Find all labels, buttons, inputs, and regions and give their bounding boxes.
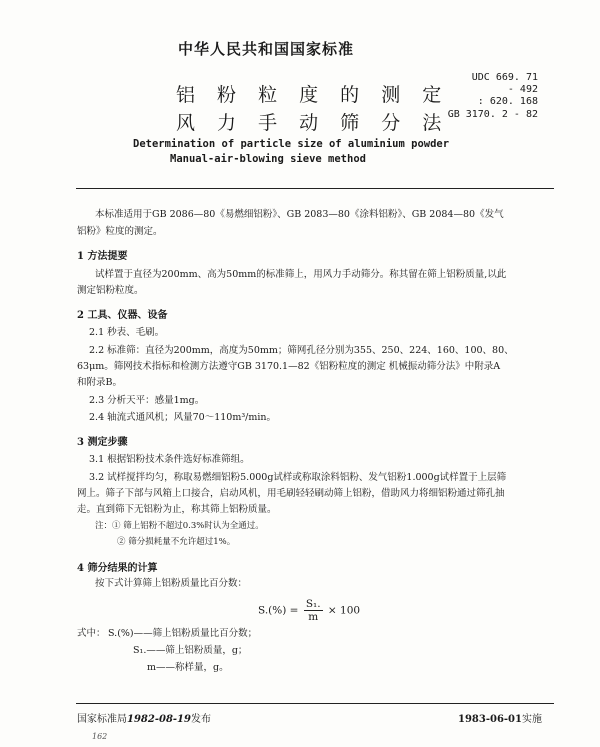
item-3-1: 3.1 根据铝粉技术条件选好标准筛组。 [89, 454, 250, 465]
footer-issuer: 国家标准局 [77, 714, 127, 725]
footer-issued-label: 发布 [190, 714, 211, 725]
udc-line-2: - 492 [507, 84, 538, 95]
item-2-1: 2.1 秒表、毛刷。 [89, 327, 165, 338]
definition-2: S₁.——筛上铝粉质量，g； [133, 645, 248, 656]
page-number: 162 [92, 732, 108, 741]
item-3-2-line-2: 网上。筛子下部与风箱上口接合，启动风机，用毛刷轻轻刷动筛上铝粉，借助风力将细铝粉通过筛孔抽 [77, 488, 505, 499]
formula [258, 598, 360, 623]
note-2: ② 筛分损耗量不允许超过1%。 [117, 537, 236, 547]
item-3-2-line-1: 3.2 试样搅拌均匀，称取易燃细铝粉5.000g试样或称取涂料铝粉、发气铝粉1.000g试样置于上层筛 [89, 472, 507, 483]
section-1-line-1: 试样置于直径为200mm、高为50mm的标准筛上，用风力手动筛分。称其留在筛上铝粉质量,以此 [95, 269, 507, 280]
item-2-2-line-2: 63μm。筛网技术指标和检测方法遵守GB 3170.1—82《铝粉粒度的测定 机械振动筛分法》中附录A [77, 361, 501, 372]
udc-line-3: : 620. 168 [477, 96, 538, 107]
where-prefix: 式中： [77, 628, 106, 639]
title-en-line-2: Manual-air-blowing sieve method [170, 153, 366, 165]
intro-line-2: 铝粉》粒度的测定。 [77, 226, 163, 237]
item-2-4: 2.4 轴流式通风机；风量70～110m³/min。 [89, 412, 277, 423]
footer-effective-date: 1983-06-01 [458, 714, 522, 725]
formula-numerator: S₁. [305, 598, 321, 610]
item-2-2-line-3: 和附录B。 [77, 377, 122, 388]
udc-line-1: UDC 669. 71 [471, 72, 538, 83]
item-2-3: 2.3 分析天平：感量1mg。 [89, 395, 205, 406]
definition-3: m——称样量，g。 [147, 662, 229, 673]
section-3-heading: 3 测定步骤 [77, 437, 128, 448]
formula-rhs: × 100 [327, 604, 361, 617]
footer-issue-date: 1982-08-19 [127, 714, 191, 725]
section-1-line-2: 测定铝粉粒度。 [77, 285, 144, 296]
section-4-line-1: 按下式计算筛上铝粉质量比百分数： [95, 578, 248, 589]
title-en-line-1: Determination of particle size of aluminium powder [133, 138, 450, 150]
national-standard-header: 中华人民共和国国家标准 [178, 40, 355, 58]
item-3-2-line-3: 走。直到筛下无铝粉为止，称其筛上铝粉质量。 [77, 504, 277, 515]
section-1-heading: 1 方法提要 [77, 251, 128, 262]
top-divider [76, 188, 554, 189]
bottom-divider [76, 703, 554, 704]
intro-line-1: 本标准适用于GB 2086—80《易燃细铝粉》、GB 2083—80《涂料铝粉》、GB 2084—80《发气 [95, 209, 504, 220]
formula-lhs: S.(%) = [258, 604, 299, 617]
section-2-heading: 2 工具、仪器、设备 [77, 310, 168, 321]
footer-effective [458, 710, 542, 725]
definition-1: S.(%)——筛上铝粉质量比百分数； [108, 628, 258, 639]
footer-effective-label: 实施 [521, 714, 542, 725]
item-2-2-line-1: 2.2 标准筛：直径为200mm，高度为50mm；筛网孔径分别为355、250、224、160、100、80、 [89, 345, 514, 356]
title-cn-line-1: 铝 粉 粒 度 的 测 定 [176, 84, 450, 106]
gb-number: GB 3170. 2 - 82 [447, 109, 538, 120]
footer-issued [77, 710, 211, 725]
title-cn-line-2: 风 力 手 动 筛 分 法 [176, 112, 450, 134]
note-1: 注：① 筛上铝粉不超过0.3%时认为全通过。 [95, 521, 264, 531]
formula-denominator: m [308, 611, 319, 623]
formula-fraction [304, 598, 323, 623]
section-4-heading: 4 筛分结果的计算 [77, 563, 158, 574]
